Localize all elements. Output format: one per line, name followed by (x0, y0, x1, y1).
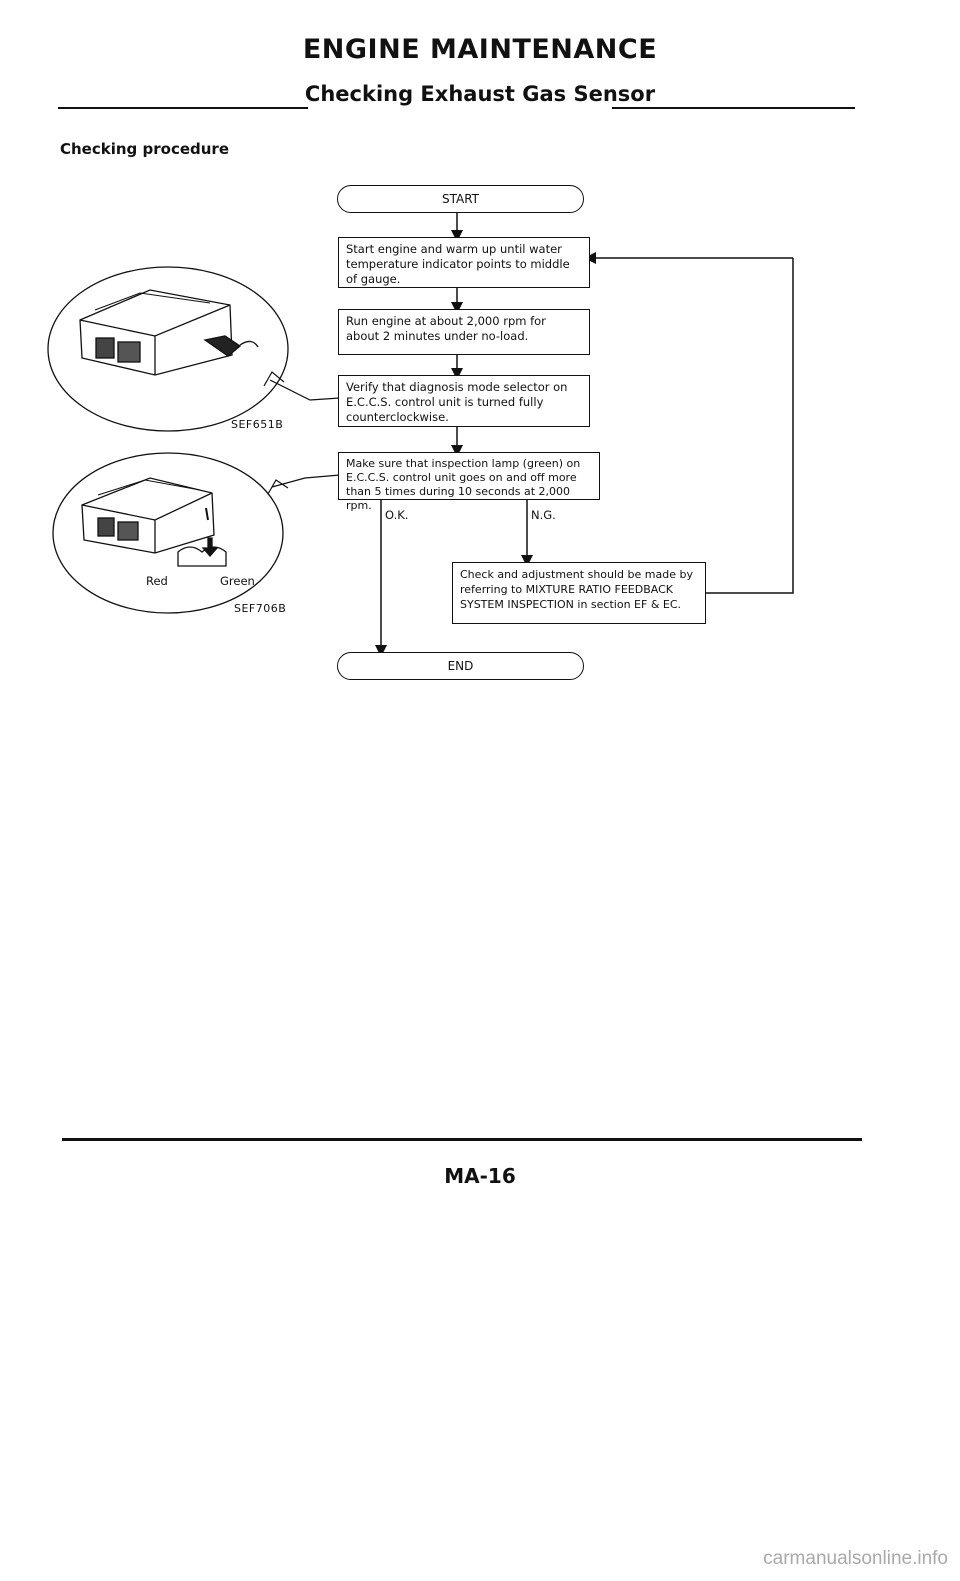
step-ng-adjustment: Check and adjustment should be made by referring to MIXTURE RATIO FEEDBACK SYSTEM INSPECTION in section EF & EC. (452, 562, 706, 624)
step-verify-mode-selector: Verify that diagnosis mode selector on E.C.C.S. control unit is turned fully counterclockwise. (338, 375, 590, 427)
step-warm-up-engine: Start engine and warm up until water temperature indicator points to middle of gauge. (338, 237, 590, 288)
procedure-heading: Checking procedure (60, 140, 229, 158)
section-subtitle: Checking Exhaust Gas Sensor (304, 82, 656, 106)
branch-ng-label: N.G. (531, 508, 556, 522)
branch-ok-label: O.K. (385, 508, 409, 522)
lamp-label-green: Green (220, 574, 255, 588)
control-unit-illustration-2 (53, 453, 340, 613)
lamp-label-red: Red (146, 574, 168, 588)
figure-code-2: SEF706B (234, 602, 287, 615)
loop-line (706, 258, 793, 593)
page-title: ENGINE MAINTENANCE (302, 34, 658, 65)
step-check-inspection-lamp: Make sure that inspection lamp (green) on E.C.C.S. control unit goes on and off more than 5 times during 10 seconds at 2,000 rpm. (338, 452, 600, 500)
figure-code-1: SEF651B (231, 418, 284, 431)
start-terminal: START (337, 185, 584, 213)
page-number: MA-16 (444, 1164, 516, 1188)
control-unit-illustration-1 (48, 267, 340, 431)
footer-rule (62, 1138, 862, 1141)
end-terminal: END (337, 652, 584, 680)
step-run-engine-2000rpm: Run engine at about 2,000 rpm for about 2 minutes under no-load. (338, 309, 590, 355)
watermark-text: carmanualsonline.info (763, 1548, 948, 1569)
